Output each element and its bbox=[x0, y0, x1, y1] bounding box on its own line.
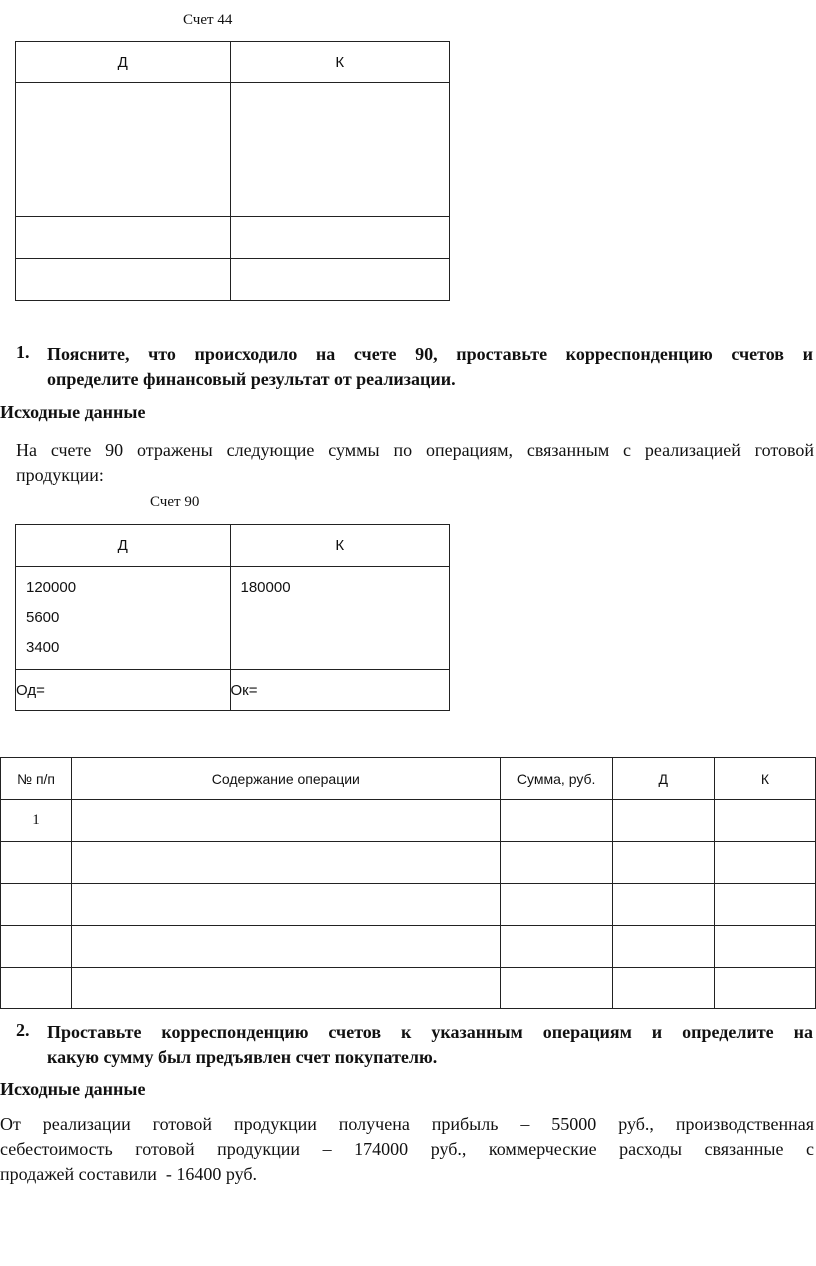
ops-header-credit: К bbox=[714, 758, 815, 800]
ops-cell-debit bbox=[612, 926, 714, 968]
account90-debit-total: Од= bbox=[16, 670, 231, 711]
account90-title: Счет 90 bbox=[150, 494, 200, 510]
ops-cell-debit bbox=[612, 884, 714, 926]
source2-heading: Исходные данные bbox=[0, 1079, 146, 1099]
task1-number: 1. bbox=[16, 342, 30, 362]
ops-cell-content bbox=[72, 884, 501, 926]
operations-table bbox=[0, 757, 816, 1009]
ops-cell-credit bbox=[714, 884, 815, 926]
ops-cell-debit bbox=[612, 968, 714, 1009]
source2-line3: продажей составили - 16400 руб. bbox=[0, 1164, 258, 1184]
account90-credit-entries bbox=[230, 567, 450, 670]
account90-debit-entries bbox=[16, 567, 231, 670]
ops-cell-credit bbox=[714, 968, 815, 1009]
ops-header-debit: Д bbox=[612, 758, 714, 800]
task1-line1: Поясните, что происходило на счете 90, проставьте корреспонденцию счетов и bbox=[47, 344, 813, 364]
account90-table bbox=[15, 524, 450, 711]
ops-cell-amount bbox=[500, 884, 612, 926]
ops-cell-number: 1 bbox=[1, 800, 72, 842]
table-row bbox=[1, 926, 816, 968]
account44-debit-balance bbox=[16, 259, 231, 301]
ops-cell-number bbox=[1, 926, 72, 968]
task1-line2: определите финансовый результат от реализации. bbox=[47, 369, 456, 389]
ops-cell-content bbox=[72, 842, 501, 884]
account44-credit-header: К bbox=[230, 42, 450, 83]
account90-credit-total: Ок= bbox=[230, 670, 450, 711]
ops-cell-number bbox=[1, 884, 72, 926]
table-row bbox=[1, 800, 816, 842]
account44-credit-entries bbox=[230, 83, 450, 217]
account44-credit-turnover bbox=[230, 217, 450, 259]
account44-table bbox=[15, 41, 450, 301]
table-row bbox=[1, 968, 816, 1009]
account44-debit-turnover bbox=[16, 217, 231, 259]
ops-header-number: № п/п bbox=[1, 758, 72, 800]
source2-line1: От реализации готовой продукции получена прибыль – 55000 руб., производственная bbox=[0, 1114, 814, 1134]
account90-debit-header: Д bbox=[16, 525, 231, 567]
ops-cell-amount bbox=[500, 926, 612, 968]
debit-value: 3400 bbox=[26, 639, 60, 656]
source1-heading: Исходные данные bbox=[0, 402, 146, 422]
ops-cell-amount bbox=[500, 842, 612, 884]
account44-title: Счет 44 bbox=[183, 12, 233, 28]
account90-credit-header: К bbox=[230, 525, 450, 567]
credit-value: 180000 bbox=[240, 579, 291, 596]
ops-cell-content bbox=[72, 800, 501, 842]
table-row bbox=[1, 842, 816, 884]
ops-cell-amount bbox=[500, 800, 612, 842]
ops-cell-credit bbox=[714, 926, 815, 968]
ops-cell-credit bbox=[714, 842, 815, 884]
ops-header-content: Содержание операции bbox=[72, 758, 501, 800]
ops-cell-number bbox=[1, 968, 72, 1009]
ops-cell-credit bbox=[714, 800, 815, 842]
ops-cell-amount bbox=[500, 968, 612, 1009]
ops-cell-debit bbox=[612, 800, 714, 842]
source2-line2: себестоимость готовой продукции – 174000 руб., коммерческие расходы связанные с bbox=[0, 1139, 814, 1159]
source1-line2: продукции: bbox=[16, 465, 104, 485]
ops-cell-number bbox=[1, 842, 72, 884]
account44-debit-entries bbox=[16, 83, 231, 217]
debit-value: 120000 bbox=[26, 579, 77, 596]
ops-header-amount: Сумма, руб. bbox=[500, 758, 612, 800]
account44-credit-balance bbox=[230, 259, 450, 301]
task2-line2: какую сумму был предъявлен счет покупателю. bbox=[47, 1047, 438, 1067]
task2-line1: Проставьте корреспонденцию счетов к указанным операциям и определите на bbox=[47, 1022, 813, 1042]
ops-cell-content bbox=[72, 968, 501, 1009]
account44-debit-header: Д bbox=[16, 42, 231, 83]
debit-value: 5600 bbox=[26, 609, 60, 626]
ops-cell-debit bbox=[612, 842, 714, 884]
task2-number: 2. bbox=[16, 1020, 30, 1040]
ops-cell-content bbox=[72, 926, 501, 968]
table-row bbox=[1, 884, 816, 926]
source1-line1: На счете 90 отражены следующие суммы по операциям, связанным с реализацией готовой bbox=[16, 440, 814, 460]
